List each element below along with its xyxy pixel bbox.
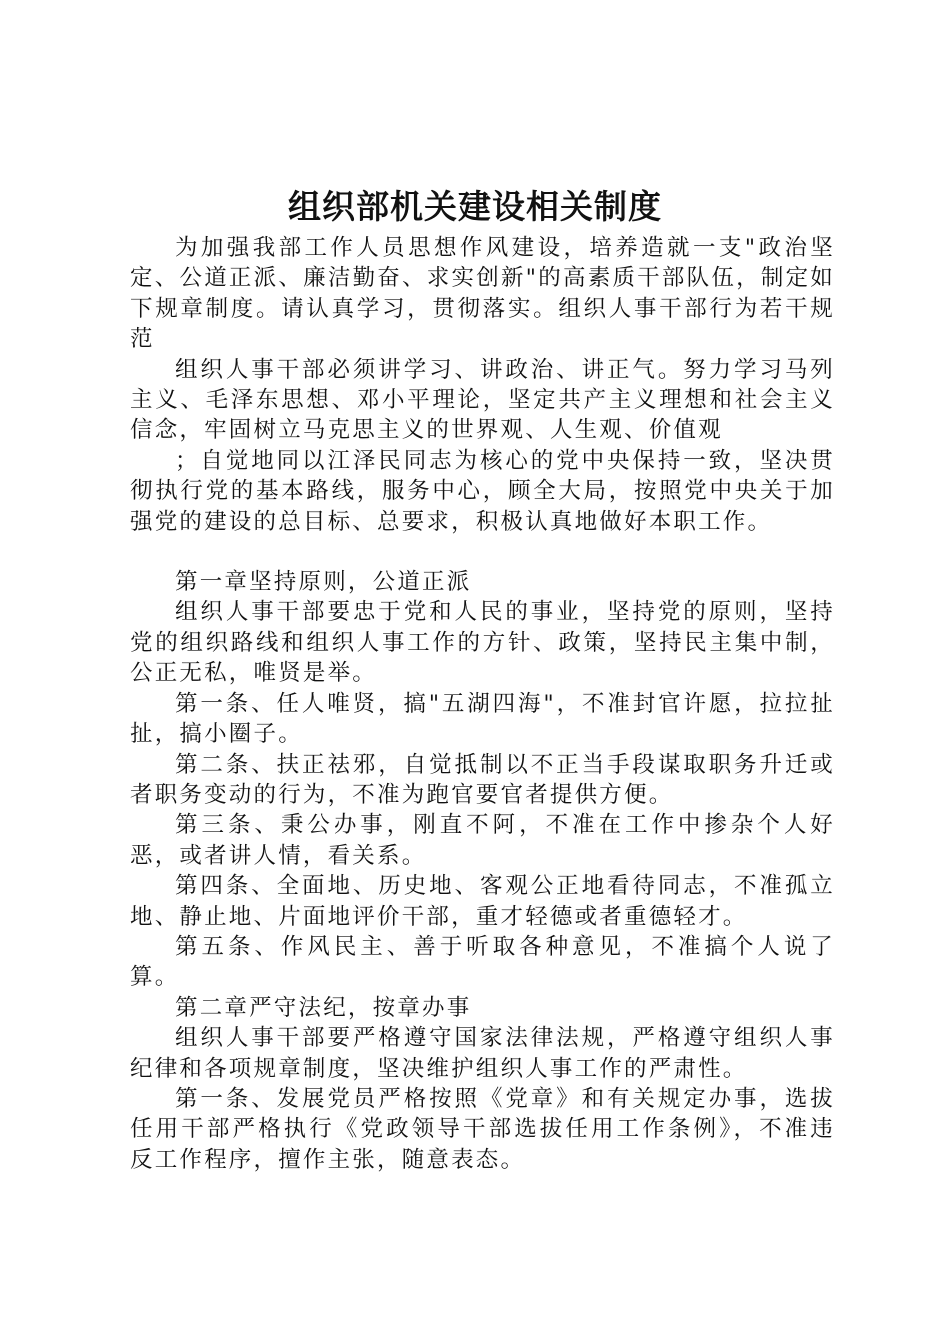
document-title: 组织部机关建设相关制度 bbox=[288, 187, 662, 226]
chapter-1-article-2: 第二条、扶正祛邪，自觉抵制以不正当手段谋取职务升迁或者职务变动的行为，不准为跑官要官者提供方便。 bbox=[130, 751, 835, 808]
chapter-1-article-1: 第一条、任人唯贤，搞"五湖四海"，不准封官许愿，拉拉扯扯，搞小圈子。 bbox=[130, 690, 835, 748]
chapter-2-intro: 组织人事干部要严格遵守国家法律法规，严格遵守组织人事纪律和各项规章制度，坚决维护组织人事工作的严肃性。 bbox=[130, 1025, 835, 1082]
chapter-1-article-5: 第五条、作风民主、善于听取各种意见，不准搞个人说了算。 bbox=[130, 933, 835, 991]
chapter-1-article-4: 第四条、全面地、历史地、客观公正地看待同志，不准孤立地、静止地、片面地评价干部，重才轻德或者重德轻才。 bbox=[130, 873, 835, 930]
paragraph-intro: 为加强我部工作人员思想作风建设，培养造就一支"政治坚定、公道正派、廉洁勤奋、求实创新"的高素质干部队伍，制定如下规章制度。请认真学习，贯彻落实。组织人事干部行为若干规范 bbox=[130, 235, 835, 353]
chapter-1-article-3: 第三条、秉公办事，刚直不阿，不准在工作中掺杂个人好恶，或者讲人情，看关系。 bbox=[130, 812, 835, 869]
chapter-heading-1: 第一章坚持原则，公道正派 bbox=[175, 569, 472, 596]
chapter-2-article-1: 第一条、发展党员严格按照《党章》和有关规定办事，选拔任用干部严格执行《党政领导干部选拔任用工作条例》，不准违反工作程序，擅作主张，随意表态。 bbox=[130, 1085, 835, 1173]
chapter-1-intro: 组织人事干部要忠于党和人民的事业，坚持党的原则，坚持党的组织路线和组织人事工作的方针、政策，坚持民主集中制，公正无私，唯贤是举。 bbox=[130, 599, 835, 687]
paragraph-party-line: ；自觉地同以江泽民同志为核心的党中央保持一致，坚决贯彻执行党的基本路线，服务中心，顾全大局，按照党中央关于加强党的建设的总目标、总要求，积极认真地做好本职工作。 bbox=[130, 447, 835, 535]
paragraph-study: 组织人事干部必须讲学习、讲政治、讲正气。努力学习马列主义、毛泽东思想、邓小平理论，坚定共产主义理想和社会主义信念，牢固树立马克思主义的世界观、人生观、价值观 bbox=[130, 356, 835, 444]
document-body bbox=[130, 233, 835, 1175]
paragraph-spacer bbox=[130, 537, 835, 567]
chapter-heading-2: 第二章严守法纪，按章办事 bbox=[175, 994, 472, 1021]
